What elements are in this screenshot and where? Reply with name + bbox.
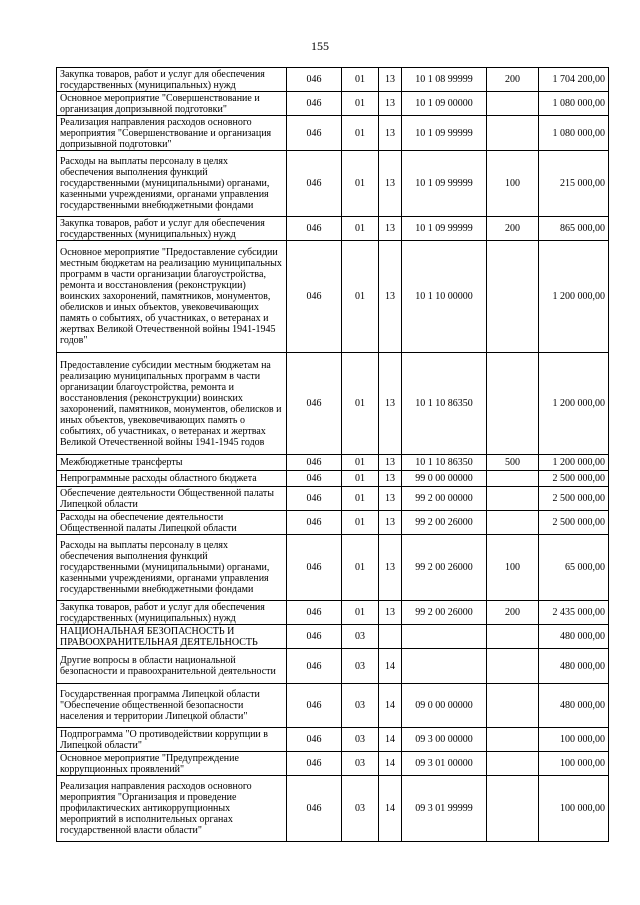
- cell-subsection: 13: [379, 353, 402, 455]
- cell-ministry: 046: [287, 752, 342, 776]
- cell-ministry: 046: [287, 649, 342, 684]
- cell-target-code: 09 3 01 00000: [402, 752, 487, 776]
- cell-target-code: 10 1 09 99999: [402, 151, 487, 217]
- cell-ministry: 046: [287, 116, 342, 151]
- cell-expense-type: [487, 776, 539, 842]
- cell-subsection: 13: [379, 217, 402, 241]
- cell-section: 01: [342, 471, 379, 487]
- cell-expense-type: 100: [487, 151, 539, 217]
- cell-ministry: 046: [287, 728, 342, 752]
- cell-target-code: 10 1 10 00000: [402, 241, 487, 353]
- cell-amount: 1 200 000,00: [539, 455, 609, 471]
- cell-subsection: 14: [379, 776, 402, 842]
- cell-section: 01: [342, 151, 379, 217]
- cell-target-code: 10 1 09 99999: [402, 116, 487, 151]
- cell-ministry: 046: [287, 217, 342, 241]
- cell-ministry: 046: [287, 511, 342, 535]
- cell-expense-type: [487, 471, 539, 487]
- cell-amount: 1 704 200,00: [539, 68, 609, 92]
- cell-section: 01: [342, 511, 379, 535]
- cell-expense-type: [487, 241, 539, 353]
- cell-target-code: 99 2 00 26000: [402, 535, 487, 601]
- cell-expense-type: [487, 625, 539, 649]
- cell-expense-type: 500: [487, 455, 539, 471]
- table-row: [57, 151, 609, 217]
- cell-subsection: 14: [379, 752, 402, 776]
- cell-amount: 2 500 000,00: [539, 471, 609, 487]
- cell-target-code: [402, 625, 487, 649]
- cell-name: Другие вопросы в области национальной безопасности и правоохранительной деятельности: [57, 649, 287, 684]
- cell-amount: 1 080 000,00: [539, 116, 609, 151]
- cell-amount: 100 000,00: [539, 752, 609, 776]
- cell-section: 03: [342, 776, 379, 842]
- cell-ministry: 046: [287, 535, 342, 601]
- cell-name: Подпрограмма "О противодействии коррупции в Липецкой области": [57, 728, 287, 752]
- cell-section: 03: [342, 728, 379, 752]
- cell-name: Реализация направления расходов основного мероприятия "Организация и проведение профилактических антикоррупционных мероприятий в исполнительных органах государственной власти области": [57, 776, 287, 842]
- table-row: [57, 68, 609, 92]
- cell-expense-type: [487, 728, 539, 752]
- cell-name: Межбюджетные трансферты: [57, 455, 287, 471]
- cell-amount: 100 000,00: [539, 728, 609, 752]
- cell-amount: 480 000,00: [539, 625, 609, 649]
- cell-target-code: 10 1 08 99999: [402, 68, 487, 92]
- cell-amount: 215 000,00: [539, 151, 609, 217]
- cell-section: 01: [342, 116, 379, 151]
- budget-table: [56, 67, 609, 842]
- cell-name: Расходы на выплаты персоналу в целях обеспечения выполнения функций государственными (муниципальными) органами, казенными учреждениями, органами управления государственными внебюджетными фондами: [57, 535, 287, 601]
- cell-name: Основное мероприятие "Совершенствование и организация допризывной подготовки": [57, 92, 287, 116]
- cell-subsection: 13: [379, 68, 402, 92]
- cell-amount: 480 000,00: [539, 649, 609, 684]
- cell-subsection: [379, 625, 402, 649]
- cell-section: 01: [342, 92, 379, 116]
- cell-target-code: 99 0 00 00000: [402, 471, 487, 487]
- budget-table-body: [57, 68, 609, 842]
- cell-expense-type: [487, 649, 539, 684]
- cell-section: 01: [342, 241, 379, 353]
- cell-subsection: 14: [379, 649, 402, 684]
- cell-expense-type: 200: [487, 217, 539, 241]
- cell-subsection: 13: [379, 487, 402, 511]
- cell-amount: 1 080 000,00: [539, 92, 609, 116]
- cell-target-code: 99 2 00 26000: [402, 601, 487, 625]
- table-row: [57, 535, 609, 601]
- cell-ministry: 046: [287, 601, 342, 625]
- table-row: [57, 92, 609, 116]
- cell-target-code: 10 1 10 86350: [402, 353, 487, 455]
- cell-section: 03: [342, 649, 379, 684]
- cell-subsection: 13: [379, 601, 402, 625]
- cell-target-code: 10 1 09 00000: [402, 92, 487, 116]
- cell-subsection: 14: [379, 684, 402, 728]
- cell-subsection: 14: [379, 728, 402, 752]
- table-row: [57, 601, 609, 625]
- table-row: [57, 728, 609, 752]
- cell-subsection: 13: [379, 511, 402, 535]
- cell-section: 01: [342, 353, 379, 455]
- cell-target-code: 99 2 00 00000: [402, 487, 487, 511]
- cell-ministry: 046: [287, 68, 342, 92]
- cell-ministry: 046: [287, 487, 342, 511]
- cell-amount: 480 000,00: [539, 684, 609, 728]
- cell-ministry: 046: [287, 241, 342, 353]
- table-row: [57, 649, 609, 684]
- cell-expense-type: [487, 353, 539, 455]
- table-row: [57, 455, 609, 471]
- cell-subsection: 13: [379, 535, 402, 601]
- cell-subsection: 13: [379, 151, 402, 217]
- cell-section: 03: [342, 625, 379, 649]
- cell-ministry: 046: [287, 625, 342, 649]
- cell-amount: 865 000,00: [539, 217, 609, 241]
- cell-section: 01: [342, 68, 379, 92]
- cell-name: Реализация направления расходов основного мероприятия "Совершенствование и организация допризывной подготовки": [57, 116, 287, 151]
- table-row: [57, 511, 609, 535]
- cell-target-code: 10 1 10 86350: [402, 455, 487, 471]
- table-row: [57, 487, 609, 511]
- cell-name: Закупка товаров, работ и услуг для обеспечения государственных (муниципальных) нужд: [57, 601, 287, 625]
- cell-amount: 2 500 000,00: [539, 487, 609, 511]
- cell-name: Обеспечение деятельности Общественной палаты Липецкой области: [57, 487, 287, 511]
- cell-expense-type: 200: [487, 68, 539, 92]
- cell-target-code: 09 0 00 00000: [402, 684, 487, 728]
- cell-name: НАЦИОНАЛЬНАЯ БЕЗОПАСНОСТЬ И ПРАВООХРАНИТЕЛЬНАЯ ДЕЯТЕЛЬНОСТЬ: [57, 625, 287, 649]
- cell-amount: 2 435 000,00: [539, 601, 609, 625]
- cell-subsection: 13: [379, 471, 402, 487]
- cell-ministry: 046: [287, 684, 342, 728]
- cell-section: 01: [342, 217, 379, 241]
- cell-ministry: 046: [287, 92, 342, 116]
- cell-expense-type: [487, 92, 539, 116]
- cell-expense-type: [487, 752, 539, 776]
- cell-name: Предоставление субсидии местным бюджетам на реализацию муниципальных программ в части организации благоустройства, ремонта и восстановления (реконструкции) воинских захоронений, памятников, монументов, обелисков и иных объектов, увековечивающих память о событиях, об участниках, о ветеранах и жертвах Великой Отечественной войны 1941-1945 годов: [57, 353, 287, 455]
- cell-name: Основное мероприятие "Предупреждение коррупционных проявлений": [57, 752, 287, 776]
- table-row: [57, 353, 609, 455]
- cell-ministry: 046: [287, 353, 342, 455]
- cell-target-code: 99 2 00 26000: [402, 511, 487, 535]
- cell-name: Закупка товаров, работ и услуг для обеспечения государственных (муниципальных) нужд: [57, 68, 287, 92]
- cell-section: 03: [342, 684, 379, 728]
- cell-target-code: 09 3 00 00000: [402, 728, 487, 752]
- table-row: [57, 684, 609, 728]
- cell-ministry: 046: [287, 455, 342, 471]
- cell-ministry: 046: [287, 776, 342, 842]
- cell-amount: 100 000,00: [539, 776, 609, 842]
- cell-name: Расходы на обеспечение деятельности Общественной палаты Липецкой области: [57, 511, 287, 535]
- cell-expense-type: [487, 487, 539, 511]
- cell-target-code: 09 3 01 99999: [402, 776, 487, 842]
- table-row: [57, 752, 609, 776]
- cell-target-code: [402, 649, 487, 684]
- cell-amount: 1 200 000,00: [539, 353, 609, 455]
- cell-amount: 65 000,00: [539, 535, 609, 601]
- cell-amount: 2 500 000,00: [539, 511, 609, 535]
- cell-expense-type: 200: [487, 601, 539, 625]
- table-row: [57, 241, 609, 353]
- cell-section: 03: [342, 752, 379, 776]
- cell-name: Расходы на выплаты персоналу в целях обеспечения выполнения функций государственными (муниципальными) органами, казенными учреждениями, органами управления государственными внебюджетными фондами: [57, 151, 287, 217]
- cell-subsection: 13: [379, 455, 402, 471]
- page-number: 155: [311, 39, 329, 53]
- cell-expense-type: [487, 684, 539, 728]
- table-row: [57, 116, 609, 151]
- cell-target-code: 10 1 09 99999: [402, 217, 487, 241]
- table-row: [57, 217, 609, 241]
- cell-section: 01: [342, 487, 379, 511]
- cell-subsection: 13: [379, 92, 402, 116]
- cell-amount: 1 200 000,00: [539, 241, 609, 353]
- cell-section: 01: [342, 455, 379, 471]
- cell-expense-type: 100: [487, 535, 539, 601]
- cell-name: Государственная программа Липецкой области "Обеспечение общественной безопасности населения и территории Липецкой области": [57, 684, 287, 728]
- cell-expense-type: [487, 116, 539, 151]
- cell-section: 01: [342, 535, 379, 601]
- cell-ministry: 046: [287, 471, 342, 487]
- table-row: [57, 776, 609, 842]
- cell-expense-type: [487, 511, 539, 535]
- cell-ministry: 046: [287, 151, 342, 217]
- cell-subsection: 13: [379, 116, 402, 151]
- cell-name: Непрограммные расходы областного бюджета: [57, 471, 287, 487]
- table-row: [57, 625, 609, 649]
- cell-name: Закупка товаров, работ и услуг для обеспечения государственных (муниципальных) нужд: [57, 217, 287, 241]
- cell-name: Основное мероприятие "Предоставление субсидии местным бюджетам на реализацию муниципальных программ в части организации благоустройства, ремонта и восстановления (реконструкции) воинских захоронений, памятников, монументов, обелисков и иных объектов, увековечивающих память о событиях, об участниках, о ветеранах и жертвах Великой Отечественной войны 1941-1945 годов": [57, 241, 287, 353]
- cell-subsection: 13: [379, 241, 402, 353]
- cell-section: 01: [342, 601, 379, 625]
- table-row: [57, 471, 609, 487]
